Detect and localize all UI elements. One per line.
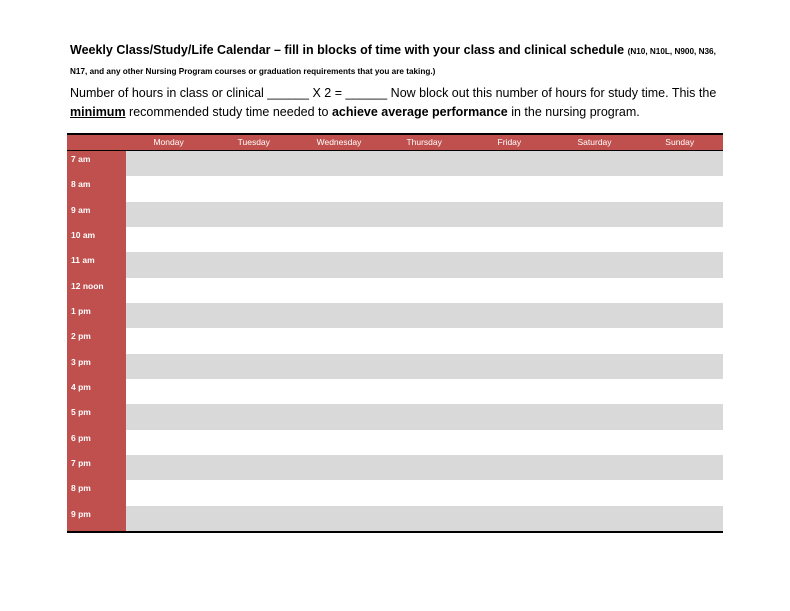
time-row bbox=[67, 455, 723, 480]
time-label: 3 pm bbox=[67, 354, 126, 379]
time-slot-cells bbox=[126, 202, 723, 227]
time-row bbox=[67, 227, 723, 252]
instructions-part2: recommended study time needed to bbox=[125, 105, 332, 119]
time-label: 8 am bbox=[67, 176, 126, 201]
time-slot-cells bbox=[126, 480, 723, 505]
instructions-part3: in the nursing program. bbox=[507, 105, 640, 119]
time-label: 8 pm bbox=[67, 480, 126, 505]
time-row bbox=[67, 252, 723, 277]
time-label: 12 noon bbox=[67, 278, 126, 303]
time-row bbox=[67, 506, 723, 531]
weekly-calendar-table bbox=[67, 133, 723, 533]
instructions-achieve: achieve average performance bbox=[331, 105, 508, 119]
time-row bbox=[67, 404, 723, 429]
time-slot-cells bbox=[126, 151, 723, 176]
time-slot-cells bbox=[126, 506, 723, 531]
time-label: 9 pm bbox=[67, 506, 126, 531]
day-header-friday: Friday bbox=[497, 137, 522, 147]
time-label: 11 am bbox=[67, 252, 126, 277]
instructions-minimum: minimum bbox=[70, 105, 126, 119]
time-slot-cells bbox=[126, 303, 723, 328]
time-slot-cells bbox=[126, 354, 723, 379]
time-label: 2 pm bbox=[67, 328, 126, 353]
time-label: 6 pm bbox=[67, 430, 126, 455]
time-slot-cells bbox=[126, 176, 723, 201]
time-row bbox=[67, 303, 723, 328]
time-row bbox=[67, 151, 723, 176]
header-corner-cell bbox=[67, 135, 126, 150]
instructions bbox=[70, 84, 730, 122]
time-label: 5 pm bbox=[67, 404, 126, 429]
time-label: 7 am bbox=[67, 151, 126, 176]
time-row bbox=[67, 278, 723, 303]
time-label: 4 pm bbox=[67, 379, 126, 404]
day-header-saturday: Saturday bbox=[577, 137, 612, 147]
day-header-tuesday: Tuesday bbox=[237, 137, 270, 147]
time-label: 1 pm bbox=[67, 303, 126, 328]
page-title bbox=[70, 41, 730, 81]
time-label: 10 am bbox=[67, 227, 126, 252]
title-main: Weekly Class/Study/Life Calendar – fill in blocks of time with your class and clinical schedule bbox=[70, 43, 625, 57]
time-slot-cells bbox=[126, 278, 723, 303]
time-slot-cells bbox=[126, 252, 723, 277]
time-row bbox=[67, 354, 723, 379]
time-slot-cells bbox=[126, 404, 723, 429]
time-slot-cells bbox=[126, 379, 723, 404]
time-slot-cells bbox=[126, 328, 723, 353]
title-course-list: (N10, N10L, N900, N36, N17, and any other Nursing Program courses or graduation requirements that you are taking.) bbox=[70, 47, 716, 76]
time-row bbox=[67, 430, 723, 455]
time-slot-cells bbox=[126, 455, 723, 480]
time-row bbox=[67, 379, 723, 404]
time-row bbox=[67, 202, 723, 227]
time-label: 9 am bbox=[67, 202, 126, 227]
time-label: 7 pm bbox=[67, 455, 126, 480]
time-row bbox=[67, 480, 723, 505]
day-header-wednesday: Wednesday bbox=[316, 137, 362, 147]
time-slot-cells bbox=[126, 430, 723, 455]
day-header-thursday: Thursday bbox=[406, 137, 442, 147]
time-slot-cells bbox=[126, 227, 723, 252]
time-row bbox=[67, 328, 723, 353]
time-row bbox=[67, 176, 723, 201]
instructions-part1: Number of hours in class or clinical ______ X 2 = ______ Now block out this number of hours for study time. This the bbox=[70, 86, 717, 100]
day-header-sunday: Sunday bbox=[665, 137, 695, 147]
calendar-header-row bbox=[67, 135, 723, 151]
day-header-monday: Monday bbox=[153, 137, 184, 147]
